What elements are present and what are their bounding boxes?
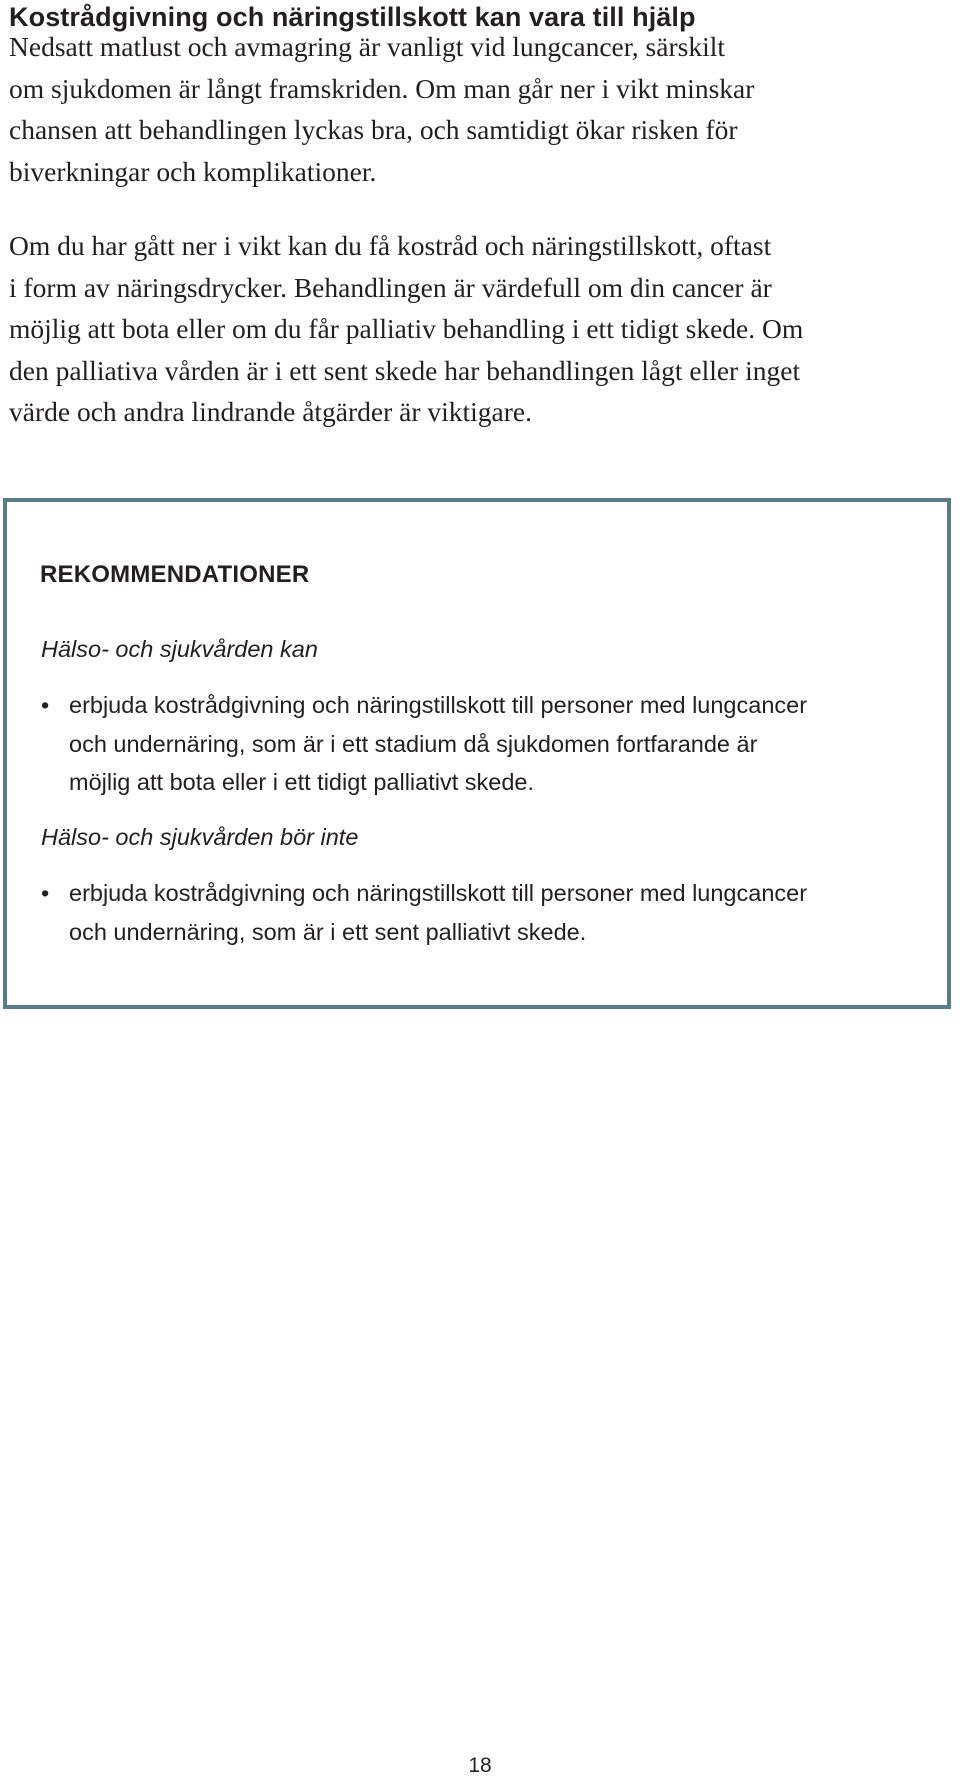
bullet-icon: • [41, 880, 50, 906]
section-heading: Kostrådgivning och näringstillskott kan vara till hjälp [9, 2, 696, 32]
recommendations-title: REKOMMENDATIONER [40, 561, 310, 588]
recommendation-item-text: erbjuda kostrådgivning och näringstillskott till personer med lungcancer och undernäring, som är i ett stadium då sjukdomen fortfarande är möjlig att bota eller i ett tidigt palliativt skede. [69, 692, 808, 795]
bullet-icon: • [41, 692, 50, 718]
recommendation-item-text: erbjuda kostrådgivning och näringstillskott till personer med lungcancer och undernäring, som är i ett sent palliativt skede. [69, 880, 808, 945]
page-number: 18 [468, 1754, 492, 1777]
recommendation-subheading: Hälso- och sjukvården bör inte [41, 824, 359, 850]
body-paragraph: Nedsatt matlust och avmagring är vanligt vid lungcancer, särskilt om sjukdomen är långt framskriden. Om man går ner i vikt minskar chansen att behandlingen lyckas bra, och samtidigt ökar risken för biverkningar och komplikationer. [9, 31, 755, 187]
recommendation-item [41, 686, 941, 802]
recommendation-subheading: Hälso- och sjukvården kan [41, 636, 318, 662]
recommendation-item [41, 874, 941, 951]
body-paragraph: Om du har gått ner i vikt kan du få kostråd och näringstillskott, oftast i form av näringsdrycker. Behandlingen är värdefull om din cancer är möjlig att bota eller om du får palliativ behandling i ett tidigt skede. Om den palliativa vården är i ett sent skede har behandlingen lågt eller inget värde och andra lindrande åtgärder är viktigare. [9, 230, 804, 427]
